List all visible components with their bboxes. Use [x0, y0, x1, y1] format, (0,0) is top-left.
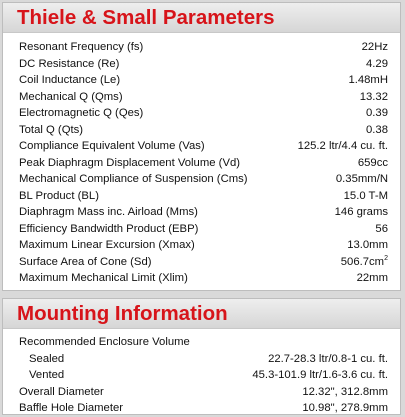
- param-label: Peak Diaphragm Displacement Volume (Vd): [19, 156, 241, 169]
- param-value: 22mm: [356, 272, 388, 284]
- param-label: Maximum Mechanical Limit (Xlim): [19, 272, 188, 284]
- param-row-sd: [19, 254, 388, 271]
- param-row-mms: [19, 204, 388, 221]
- param-label: BL Product (BL): [19, 189, 99, 202]
- param-row-qes: [19, 105, 388, 122]
- param-value: 13.32: [359, 90, 388, 103]
- param-value: 56: [375, 222, 388, 235]
- param-label: Maximum Linear Excursion (Xmax): [19, 239, 195, 251]
- mounting-title: Mounting Information: [17, 302, 228, 325]
- param-row-qts: [19, 122, 388, 139]
- thiele-small-table: [3, 33, 400, 287]
- param-value: 4.29: [366, 57, 388, 70]
- param-value-superscript: 2: [384, 254, 388, 262]
- param-row-le: [19, 72, 388, 89]
- param-value: 15.0 T-M: [343, 189, 388, 202]
- param-row-ebp: [19, 221, 388, 238]
- param-row-bl: [19, 188, 388, 205]
- param-label: Surface Area of Cone (Sd): [19, 255, 152, 268]
- mounting-row-vented: [19, 367, 388, 384]
- mounting-label: Overall Diameter: [19, 385, 104, 398]
- param-value: 0.35mm/N: [335, 173, 388, 185]
- param-value: 13.0mm: [347, 239, 388, 251]
- param-value: 1.48mH: [348, 74, 388, 86]
- mounting-value: 22.7-28.3 ltr/0.8-1 cu. ft.: [268, 352, 388, 365]
- param-value: 146 grams: [334, 206, 388, 218]
- mounting-header: [3, 299, 400, 329]
- mounting-label: Recommended Enclosure Volume: [19, 336, 190, 348]
- param-label: Electromagnetic Q (Qes): [19, 107, 144, 119]
- mounting-label: Baffle Hole Diameter: [19, 402, 124, 414]
- thiele-small-title: Thiele & Small Parameters: [17, 6, 275, 29]
- param-value: 0.39: [366, 107, 388, 119]
- param-value-text: 506.7cm: [340, 255, 385, 268]
- param-label: DC Resistance (Re): [19, 57, 120, 70]
- param-label: Resonant Frequency (fs): [19, 41, 144, 53]
- param-value: 22Hz: [361, 41, 388, 53]
- mounting-row-overall-diameter: [19, 384, 388, 401]
- param-label: Mechanical Q (Qms): [19, 90, 123, 103]
- param-label: Total Q (Qts): [19, 123, 84, 136]
- mounting-row-sealed: [19, 351, 388, 368]
- mounting-value: 45.3-101.9 ltr/1.6-3.6 cu. ft.: [252, 369, 388, 381]
- param-value: 659cc: [357, 156, 388, 169]
- param-row-xmax: [19, 237, 388, 254]
- mounting-row-baffle-hole: [19, 400, 388, 417]
- param-label: Compliance Equivalent Volume (Vas): [19, 140, 205, 152]
- param-row-vas: [19, 138, 388, 155]
- mounting-table: [3, 329, 400, 417]
- param-row-fs: [19, 39, 388, 56]
- mounting-label: Sealed: [29, 352, 65, 365]
- mounting-label: Vented: [29, 369, 65, 381]
- thiele-small-header: [3, 3, 400, 33]
- mounting-value: 12.32", 312.8mm: [302, 385, 388, 398]
- param-row-re: [19, 56, 388, 73]
- mounting-row-recommended: [19, 334, 388, 351]
- param-value: 125.2 ltr/4.4 cu. ft.: [297, 140, 388, 152]
- param-label: Mechanical Compliance of Suspension (Cms): [19, 173, 248, 185]
- param-label: Efficiency Bandwidth Product (EBP): [19, 222, 199, 235]
- param-row-cms: [19, 171, 388, 188]
- param-row-vd: [19, 155, 388, 172]
- thiele-small-panel: [2, 2, 401, 291]
- param-row-qms: [19, 89, 388, 106]
- param-value: 0.38: [366, 123, 388, 136]
- param-value: [341, 254, 388, 271]
- param-row-xlim: [19, 270, 388, 287]
- mounting-panel: [2, 298, 401, 415]
- mounting-value: 10.98", 278.9mm: [302, 402, 388, 414]
- param-label: Coil Inductance (Le): [19, 74, 121, 86]
- param-label: Diaphragm Mass inc. Airload (Mms): [19, 206, 198, 218]
